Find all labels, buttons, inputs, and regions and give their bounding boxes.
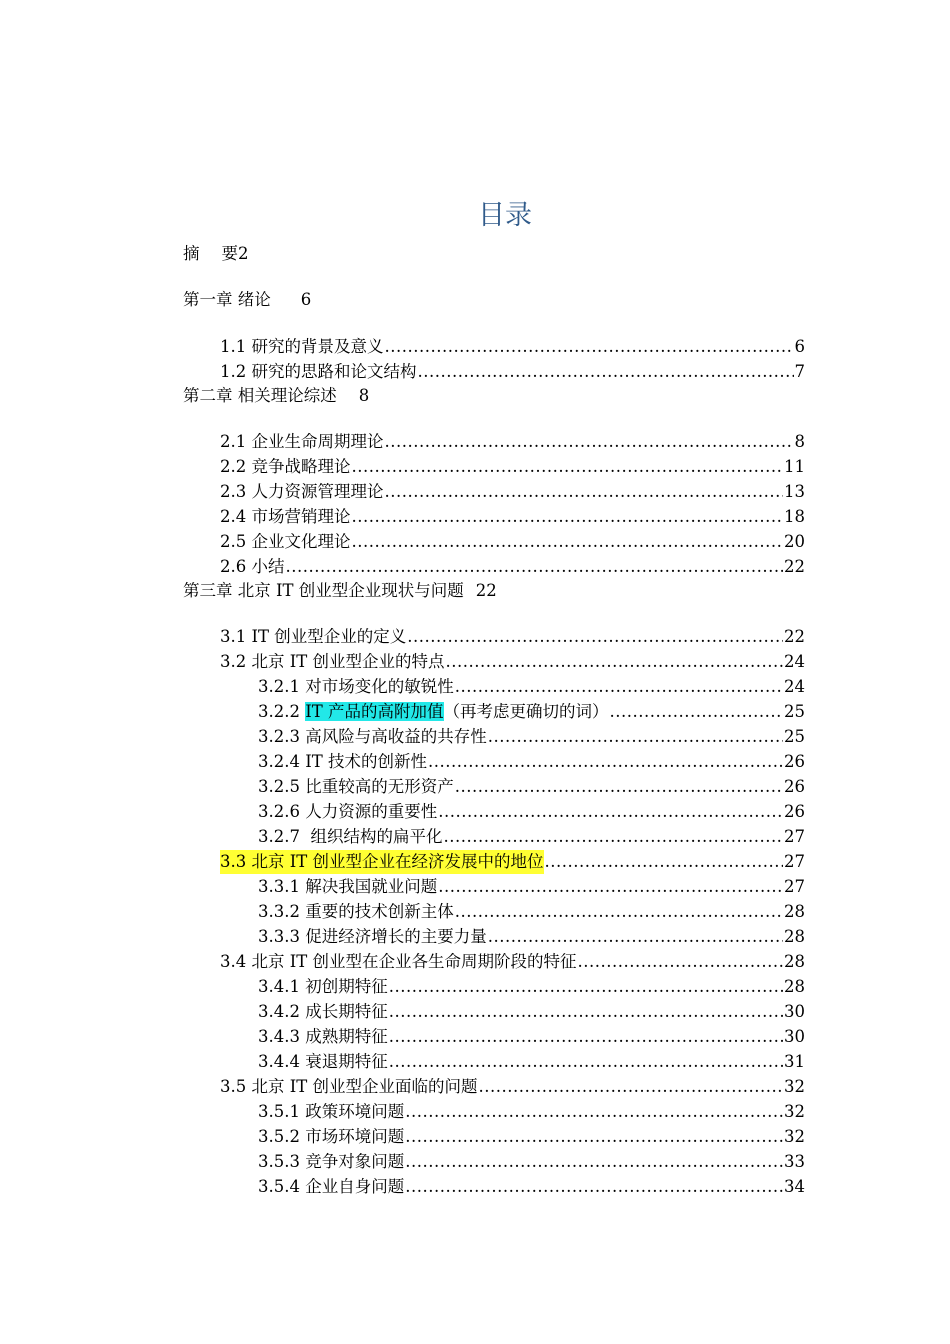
entry-prefix: 3.2.2 xyxy=(258,702,306,721)
entry-page: 28 xyxy=(784,977,805,996)
leader-dots xyxy=(438,875,783,899)
entry-text: 3.5.1 政策环境问题 xyxy=(258,1102,405,1121)
entry-page: 33 xyxy=(784,1152,805,1171)
entry-page: 27 xyxy=(784,877,805,896)
leader-dots xyxy=(545,850,784,874)
leader-dots xyxy=(352,505,784,529)
entry-page: 6 xyxy=(794,337,805,356)
entry-text: 3.5.2 市场环境问题 xyxy=(258,1127,405,1146)
toc-entry-3-3-3[interactable] xyxy=(258,925,805,949)
leader-dots xyxy=(385,480,784,504)
toc-entry-3-2[interactable] xyxy=(220,650,805,674)
entry-page: 26 xyxy=(784,752,805,771)
entry-text: 3.3.3 促进经济增长的主要力量 xyxy=(258,927,487,946)
entry-text: 2.1 企业生命周期理论 xyxy=(220,432,384,451)
entry-page: 18 xyxy=(784,507,805,526)
toc-title: 目录 xyxy=(478,200,532,231)
chapter-2-page: 8 xyxy=(358,386,370,405)
highlighted-text: 3.3 北京 IT 创业型企业在经济发展中的地位 xyxy=(220,850,544,874)
entry-text: 2.5 企业文化理论 xyxy=(220,532,351,551)
entry-page: 34 xyxy=(784,1177,805,1196)
entry-text: 3.3.1 解决我国就业问题 xyxy=(258,877,438,896)
entry-text: 3.4.1 初创期特征 xyxy=(258,977,388,996)
chapter-1-page: 6 xyxy=(300,290,312,309)
toc-entry-3-2-3[interactable] xyxy=(258,725,805,749)
toc-entry-2-1[interactable] xyxy=(220,430,805,454)
entry-text: 3.4 北京 IT 创业型在企业各生命周期阶段的特征 xyxy=(220,952,577,971)
leader-dots xyxy=(389,975,783,999)
entry-text: 3.2.3 高风险与高收益的共存性 xyxy=(258,727,487,746)
toc-abstract[interactable] xyxy=(183,242,249,266)
chapter-3-label: 第三章 北京 IT 创业型企业现状与问题 xyxy=(183,581,464,600)
toc-entry-2-2[interactable] xyxy=(220,455,805,479)
chapter-3-page: 22 xyxy=(475,581,497,600)
leader-dots xyxy=(438,800,783,824)
toc-entry-3-5-1[interactable] xyxy=(258,1100,805,1124)
entry-text: 3.2 北京 IT 创业型企业的特点 xyxy=(220,652,445,671)
entry-page: 13 xyxy=(784,482,805,501)
toc-entry-3-5-4[interactable] xyxy=(258,1175,805,1199)
toc-entry-3-4-4[interactable] xyxy=(258,1050,805,1074)
leader-dots xyxy=(385,335,794,359)
entry-text: 1.2 研究的思路和论文结构 xyxy=(220,362,417,381)
leader-dots xyxy=(488,925,783,949)
leader-dots xyxy=(443,825,783,849)
entry-page: 28 xyxy=(784,902,805,921)
leader-dots xyxy=(405,1175,783,1199)
toc-entry-3-2-5[interactable] xyxy=(258,775,805,799)
entry-text: 3.4.2 成长期特征 xyxy=(258,1002,388,1021)
toc-entry-3-2-6[interactable] xyxy=(258,800,805,824)
toc-entry-3-2-7[interactable] xyxy=(258,825,805,849)
entry-page: 22 xyxy=(784,627,805,646)
toc-entry-3-5[interactable] xyxy=(220,1075,805,1099)
entry-page: 24 xyxy=(784,677,805,696)
entry-page: 27 xyxy=(784,827,805,846)
entry-text: 1.1 研究的背景及意义 xyxy=(220,337,384,356)
entry-page: 30 xyxy=(784,1027,805,1046)
entry-page: 27 xyxy=(784,852,805,871)
entry-page: 25 xyxy=(784,727,805,746)
entry-page: 32 xyxy=(784,1102,805,1121)
entry-text: 3.2.6 人力资源的重要性 xyxy=(258,802,438,821)
leader-dots xyxy=(446,650,784,674)
abstract-page: 2 xyxy=(238,244,249,263)
toc-entry-3-2-2[interactable] xyxy=(258,700,805,724)
toc-entry-3-4-1[interactable] xyxy=(258,975,805,999)
toc-entry-3-5-3[interactable] xyxy=(258,1150,805,1174)
entry-text: 2.4 市场营销理论 xyxy=(220,507,351,526)
entry-text xyxy=(258,700,609,724)
entry-page: 22 xyxy=(784,557,805,576)
entry-page: 32 xyxy=(784,1127,805,1146)
highlighted-text: IT 产品的高附加值 xyxy=(305,702,444,721)
toc-entry-3-5-2[interactable] xyxy=(258,1125,805,1149)
entry-suffix: （再考虑更确切的词） xyxy=(443,702,609,721)
entry-page: 8 xyxy=(794,432,805,451)
entry-page: 32 xyxy=(784,1077,805,1096)
entry-text: 3.5.3 竞争对象问题 xyxy=(258,1152,405,1171)
toc-entry-1-1[interactable] xyxy=(220,335,805,359)
entry-text: 3.2.7 组织结构的扁平化 xyxy=(258,827,443,846)
leader-dots xyxy=(428,750,783,774)
entry-page: 24 xyxy=(784,652,805,671)
leader-dots xyxy=(352,455,784,479)
entry-text: 3.5.4 企业自身问题 xyxy=(258,1177,405,1196)
leader-dots xyxy=(488,725,783,749)
entry-page: 7 xyxy=(794,362,805,381)
entry-text: 3.4.3 成熟期特征 xyxy=(258,1027,388,1046)
toc-entry-3-3[interactable] xyxy=(220,850,805,874)
entry-text: 2.3 人力资源管理理论 xyxy=(220,482,384,501)
entry-text: 3.3.2 重要的技术创新主体 xyxy=(258,902,454,921)
leader-dots xyxy=(389,1025,783,1049)
leader-dots xyxy=(405,1100,783,1124)
entry-text: 3.2.4 IT 技术的创新性 xyxy=(258,752,427,771)
leader-dots xyxy=(352,530,784,554)
entry-page: 26 xyxy=(784,777,805,796)
toc-entry-3-4-2[interactable] xyxy=(258,1000,805,1024)
entry-page: 20 xyxy=(784,532,805,551)
leader-dots xyxy=(389,1050,783,1074)
toc-entry-2-3[interactable] xyxy=(220,480,805,504)
entry-page: 28 xyxy=(784,927,805,946)
toc-chapter-2[interactable] xyxy=(183,384,369,408)
toc-entry-3-1[interactable] xyxy=(220,625,805,649)
entry-page: 26 xyxy=(784,802,805,821)
toc-entry-3-3-1[interactable] xyxy=(258,875,805,899)
entry-text: 2.2 竞争战略理论 xyxy=(220,457,351,476)
leader-dots xyxy=(405,1125,783,1149)
leader-dots xyxy=(385,430,794,454)
abstract-label-2: 要 xyxy=(221,244,238,263)
leader-dots xyxy=(389,1000,783,1024)
leader-dots xyxy=(407,625,783,649)
entry-page: 30 xyxy=(784,1002,805,1021)
leader-dots xyxy=(286,555,784,579)
abstract-label-1: 摘 xyxy=(183,244,200,263)
leader-dots xyxy=(405,1150,783,1174)
toc-entry-3-4-3[interactable] xyxy=(258,1025,805,1049)
entry-page: 25 xyxy=(784,702,805,721)
chapter-1-label: 第一章 绪论 xyxy=(183,290,271,309)
entry-page: 28 xyxy=(784,952,805,971)
entry-text: 3.1 IT 创业型企业的定义 xyxy=(220,627,407,646)
entry-text: 3.4.4 衰退期特征 xyxy=(258,1052,388,1071)
toc-chapter-3[interactable] xyxy=(183,579,497,603)
toc-entry-3-3-2[interactable] xyxy=(258,900,805,924)
chapter-2-label: 第二章 相关理论综述 xyxy=(183,386,337,405)
toc-entry-3-2-1[interactable] xyxy=(258,675,805,699)
leader-dots xyxy=(479,1075,784,1099)
entry-page: 31 xyxy=(784,1052,805,1071)
toc-entry-1-2[interactable] xyxy=(220,360,805,384)
entry-text: 3.2.5 比重较高的无形资产 xyxy=(258,777,454,796)
entry-page: 11 xyxy=(784,457,805,476)
toc-entry-2-4[interactable] xyxy=(220,505,805,529)
leader-dots xyxy=(578,950,784,974)
entry-text: 2.6 小结 xyxy=(220,557,285,576)
toc-entry-2-5[interactable] xyxy=(220,530,805,554)
toc-entry-2-6[interactable] xyxy=(220,555,805,579)
leader-dots xyxy=(418,360,794,384)
leader-dots xyxy=(455,675,783,699)
toc-entry-3-4[interactable] xyxy=(220,950,805,974)
leader-dots xyxy=(610,700,783,724)
leader-dots xyxy=(455,900,783,924)
entry-text: 3.5 北京 IT 创业型企业面临的问题 xyxy=(220,1077,478,1096)
toc-chapter-1[interactable] xyxy=(183,288,311,312)
entry-text: 3.2.1 对市场变化的敏锐性 xyxy=(258,677,454,696)
leader-dots xyxy=(455,775,783,799)
toc-entry-3-2-4[interactable] xyxy=(258,750,805,774)
